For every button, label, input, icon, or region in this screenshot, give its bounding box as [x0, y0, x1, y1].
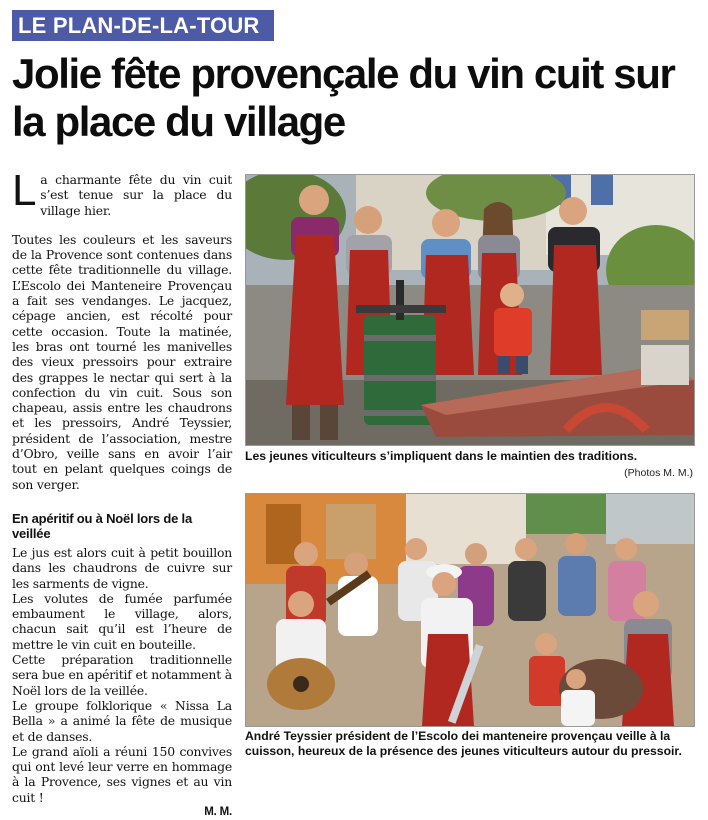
paragraph: Le jus est alors cuit à petit bouillon dans les chaudrons de cuivre sur les sarments de vigne.: [12, 544, 232, 591]
photo-caption: André Teyssier président de l’Escolo dei manteneire provençau veille à la cuisson, heureux de la présence des jeunes viticulteurs autour du pressoir.: [245, 729, 682, 758]
first-paragraph: [12, 166, 232, 218]
author-signature: M. M.: [204, 805, 232, 818]
photo-caption: Les jeunes viticulteurs s’impliquent dans le maintien des traditions.: [245, 449, 638, 463]
article-subhead: En apéritif ou à Noël lors de la veillée: [12, 510, 192, 541]
photo-young-winemakers: [245, 174, 695, 446]
drop-cap: L: [12, 166, 37, 215]
section-kicker: LE PLAN-DE-LA-TOUR: [12, 10, 274, 41]
photo-festival-crowd: [245, 493, 695, 727]
paragraph: Le groupe folklorique « Nissa La Bella » a animé la fête de musique et de danses.: [12, 697, 232, 744]
paragraph: Toutes les couleurs et les saveurs de la Provence sont contenues dans cette fête traditionnelle du village. L’Escolo dei Manteneire Provençau a fait ses vendanges. Le jacquez, cépage ancien, est récolté pour cette occasion. Toute la matinée, les bras ont tourné les manivelles des vieux pressoirs pour extraire des grappes le nectar qui sert à la confection du vin cuit. Sous son chapeau, assis entre les chaudrons et les pressoirs, André Teyssier, président de l’association, mestre d’Obro, veille sans en avoir l’air tout en pelant quelques coings de son verger.: [12, 231, 232, 492]
article-headline: Jolie fête provençale du vin cuit sur la place du village: [12, 50, 675, 145]
paragraph: Les volutes de fumée parfumée embaument le village, alors, chacun sait qu’il est l’heure de mettre le vin cuit en bouteille.: [12, 590, 232, 652]
first-paragraph-text: a charmante fête du vin cuit s’est tenue sur la place du village hier.: [40, 172, 232, 218]
paragraph: Cette préparation traditionnelle sera bue en apéritif et notamment à Noël lors de la veillée.: [12, 652, 232, 698]
paragraph: Le grand aïoli a réuni 150 convives qui ont levé leur verre en hommage à la Provence, ses vignes et au vin cuit !: [12, 743, 232, 805]
article-body: [12, 166, 232, 820]
photo-credit: (Photos M. M.): [624, 467, 693, 479]
